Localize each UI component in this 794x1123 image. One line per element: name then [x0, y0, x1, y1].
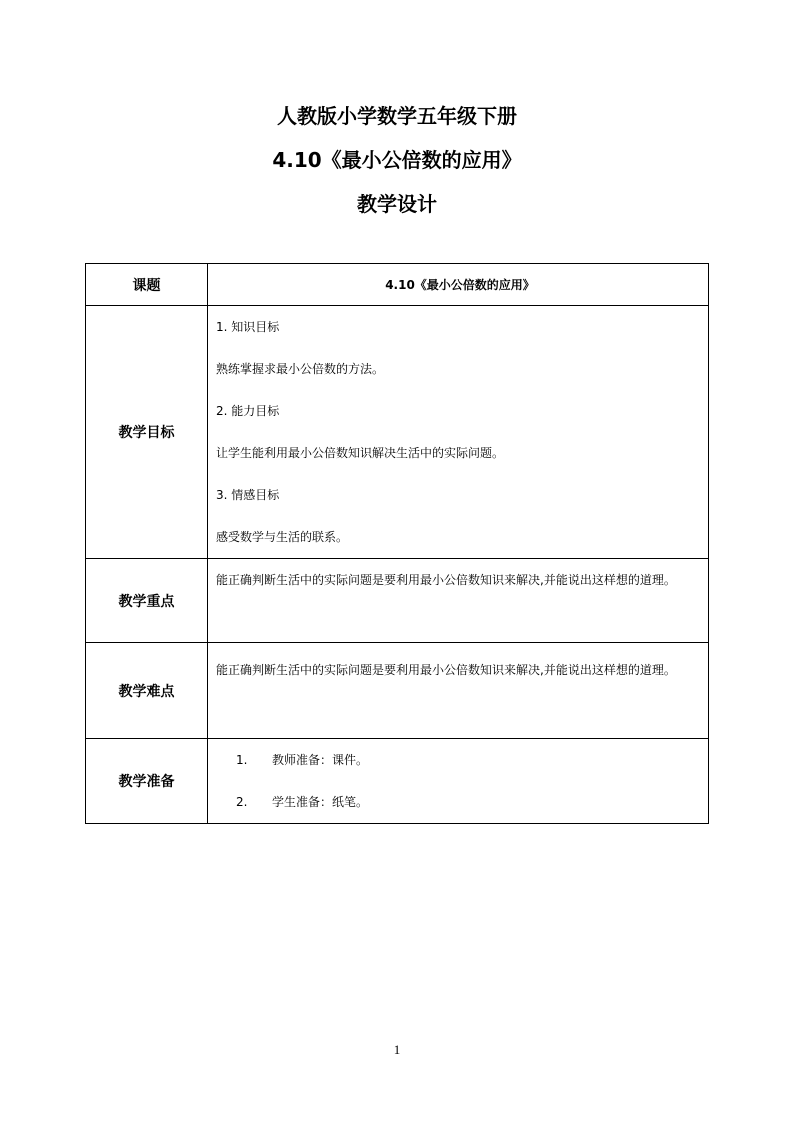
- preparation-content: [208, 739, 709, 824]
- key-point-content: [208, 559, 709, 643]
- list-item-text: 教师准备：课件。: [272, 753, 369, 767]
- table-row-topic: [86, 264, 709, 306]
- document-title-line-1: 人教版小学数学五年级下册: [277, 104, 517, 128]
- table-row-goals: [86, 306, 709, 559]
- list-item-number: 1.: [236, 753, 248, 767]
- key-point-text: 能正确判断生活中的实际问题是要利用最小公倍数知识来解决,并能说出这样想的道理。: [216, 573, 676, 587]
- table-row-key-point: [86, 559, 709, 643]
- difficulty-content: [208, 643, 709, 739]
- preparation-label: 教学准备: [86, 739, 208, 824]
- list-item-number: 2.: [236, 795, 248, 809]
- list-item: [216, 781, 704, 823]
- goal-line: 3. 情感目标: [216, 488, 280, 502]
- key-point-label: 教学重点: [86, 559, 208, 643]
- lesson-plan-table: [85, 263, 709, 824]
- goals-label: 教学目标: [86, 306, 208, 559]
- list-item: [216, 739, 704, 781]
- goals-content: [208, 306, 709, 559]
- goal-line: 2. 能力目标: [216, 404, 280, 418]
- document-title-line-2: 4.10《最小公倍数的应用》: [272, 148, 522, 172]
- table-row-preparation: [86, 739, 709, 824]
- goal-line: 1. 知识目标: [216, 320, 280, 334]
- difficulty-label: 教学难点: [86, 643, 208, 739]
- difficulty-text: 能正确判断生活中的实际问题是要利用最小公倍数知识来解决,并能说出这样想的道理。: [216, 663, 676, 677]
- page-number: 1: [393, 1042, 401, 1057]
- goal-line: 感受数学与生活的联系。: [216, 530, 349, 544]
- topic-label: 课题: [86, 264, 208, 306]
- document-title-line-3: 教学设计: [357, 192, 437, 216]
- goal-line: 让学生能利用最小公倍数知识解决生活中的实际问题。: [216, 446, 505, 460]
- list-item-text: 学生准备：纸笔。: [272, 795, 369, 809]
- goal-line: 熟练掌握求最小公倍数的方法。: [216, 362, 385, 376]
- table-row-difficulty: [86, 643, 709, 739]
- topic-value: 4.10《最小公倍数的应用》: [208, 264, 709, 306]
